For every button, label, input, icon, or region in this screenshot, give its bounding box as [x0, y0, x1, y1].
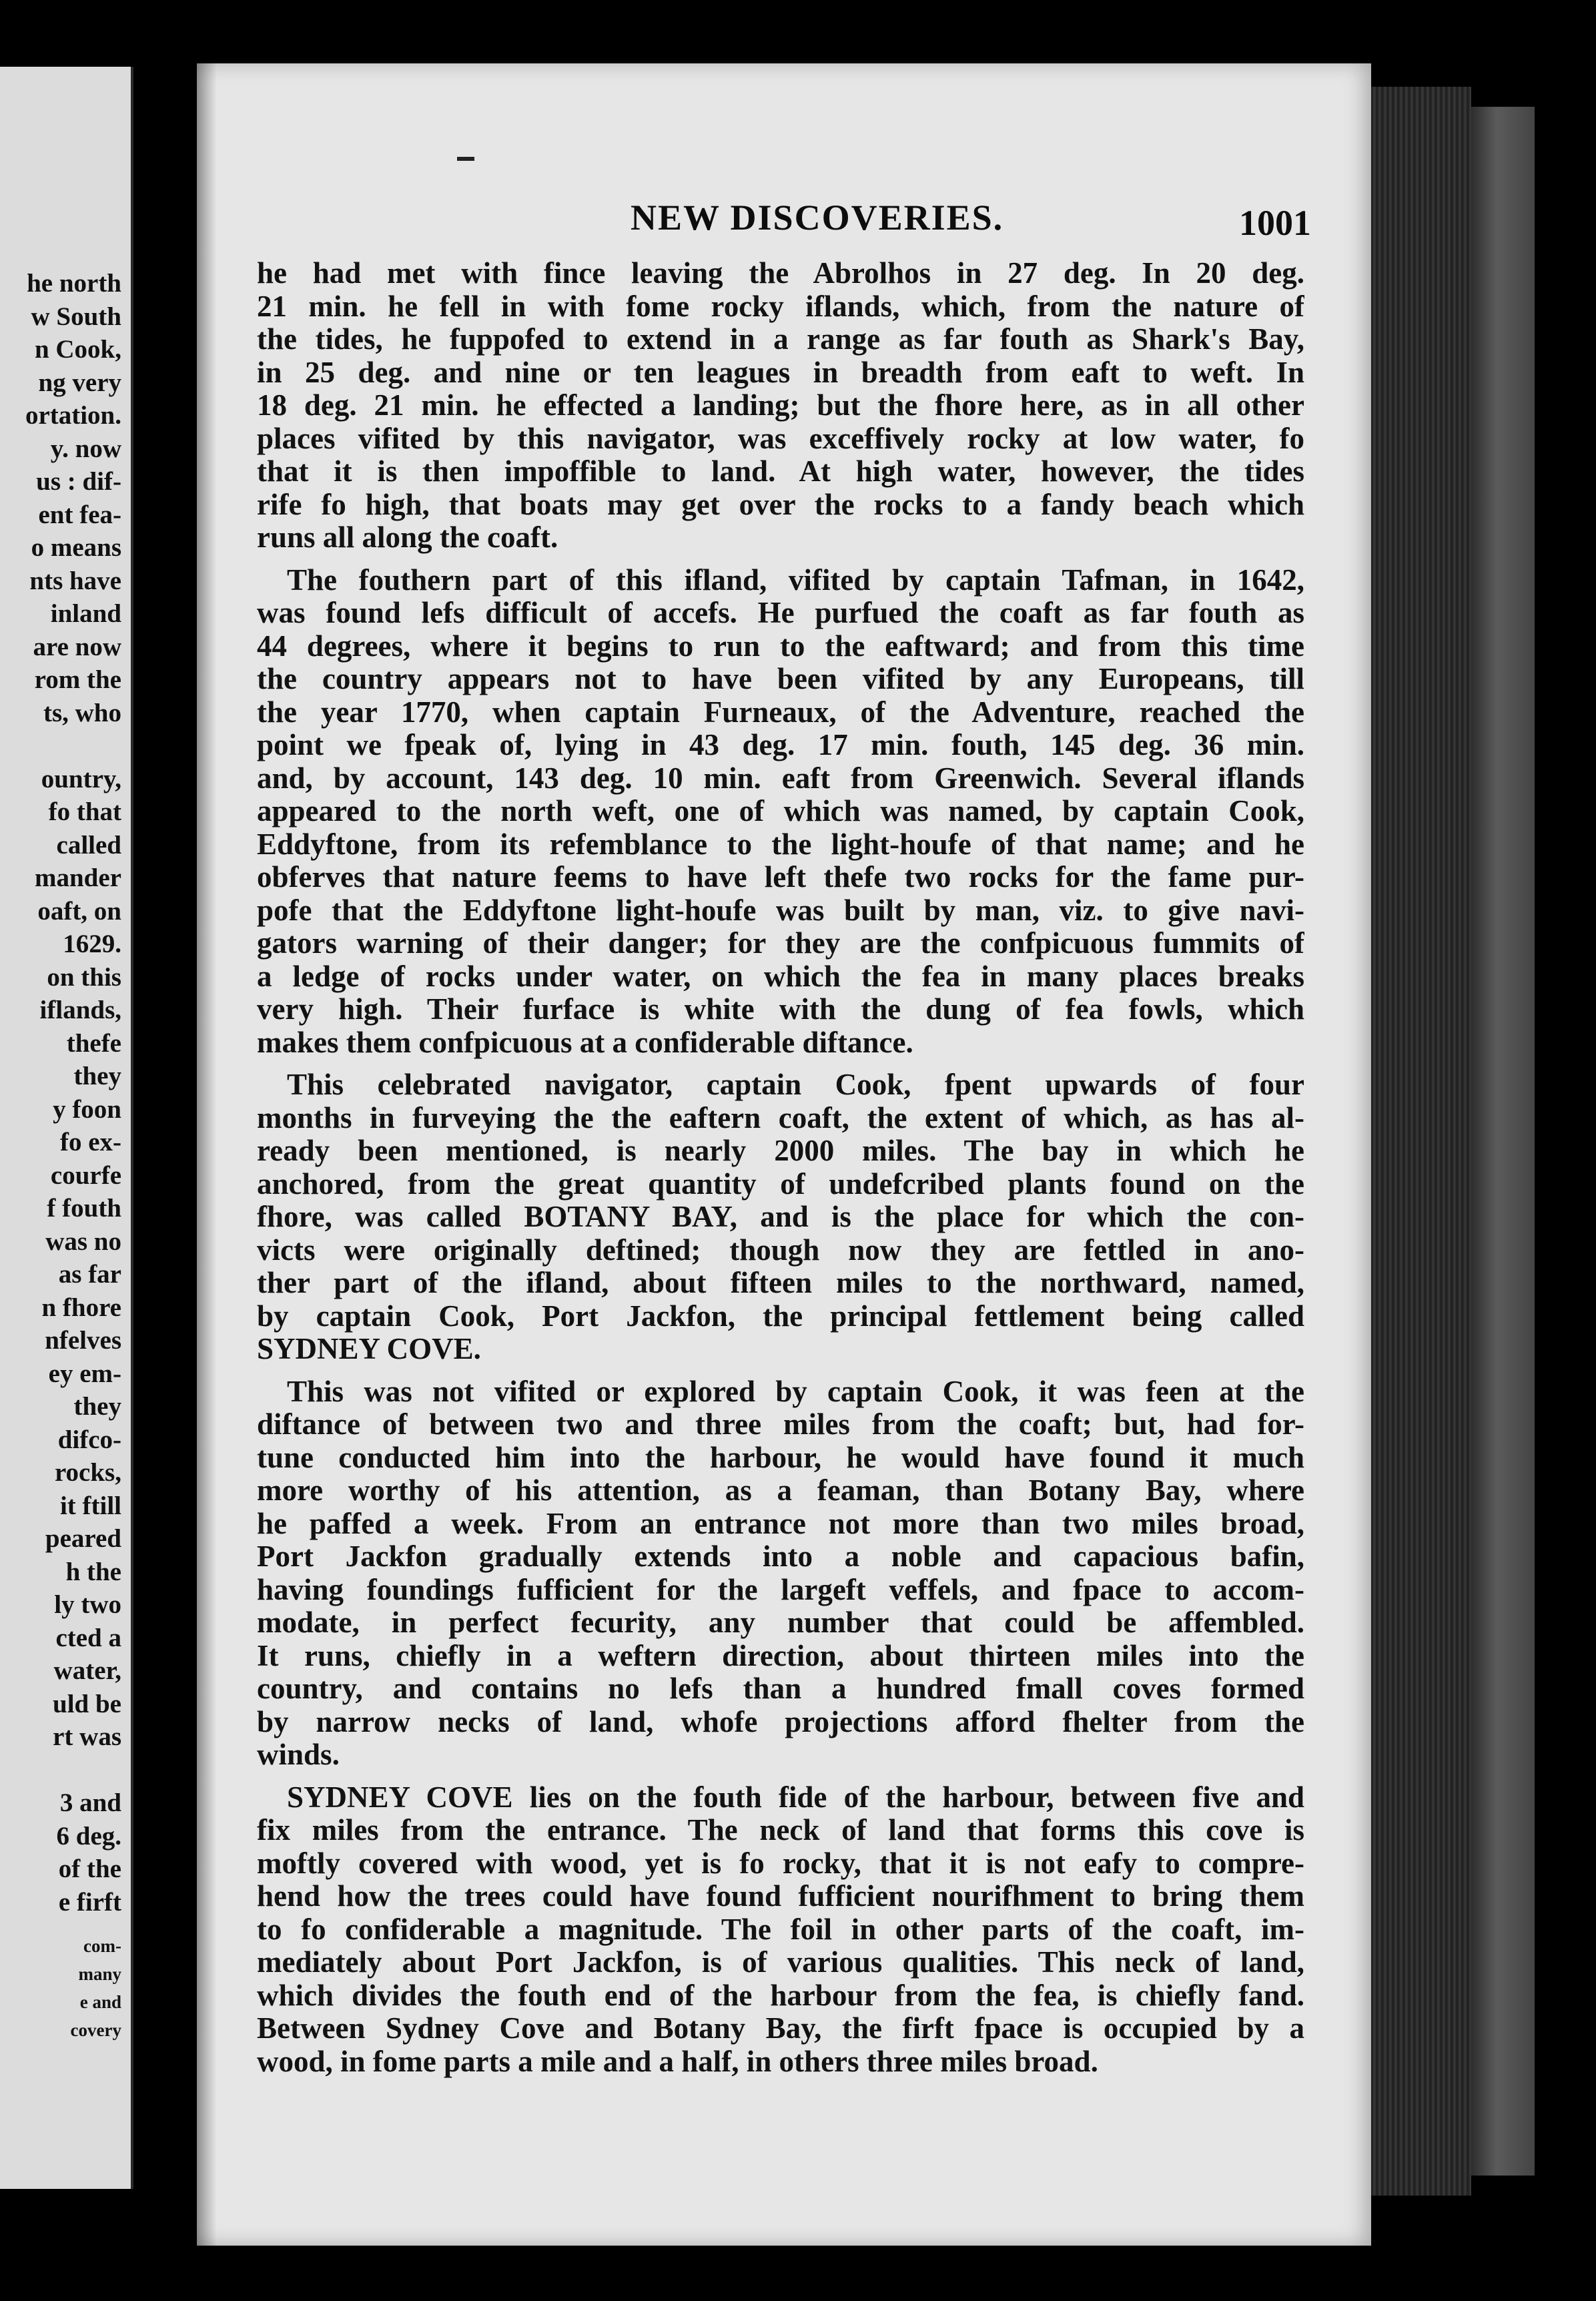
text-line: 18 deg. 21 min. he effected a landing; but the fhore here, as in all other — [257, 389, 1304, 422]
text-line: that it is then impoffible to land. At high water, however, the tides — [257, 455, 1304, 488]
text-line: which divides the fouth end of the harbour from the fea, is chiefly fand. — [257, 1979, 1304, 2012]
previous-page-line: it ftill — [59, 1491, 121, 1520]
previous-page-line: ortation. — [25, 401, 121, 430]
text-line: he paffed a week. From an entrance not more than two miles broad, — [257, 1507, 1304, 1540]
previous-page-line: nts have — [29, 566, 121, 595]
page-body — [257, 257, 1304, 2087]
text-line: The fouthern part of this ifland, vifited by captain Tafman, in 1642, — [287, 563, 1304, 597]
previous-page-footnote-line: many — [78, 1964, 121, 1984]
previous-page-footnote-line: com- — [83, 1936, 121, 1956]
text-line: appeared to the north weft, one of which was named, by captain Cook, — [257, 795, 1304, 828]
paragraph — [257, 1781, 1304, 2079]
previous-page-line: y foon — [53, 1094, 121, 1124]
previous-page-line: rocks, — [54, 1458, 121, 1487]
text-line: very high. Their furface is white with the dung of fea fowls, which — [257, 993, 1304, 1026]
running-head: NEW DISCOVERIES. — [631, 198, 1004, 238]
previous-page-line: w South — [31, 302, 121, 331]
previous-page-line: y. now — [50, 434, 121, 463]
paragraph — [257, 1068, 1304, 1366]
text-line: fix miles from the entrance. The neck of land that forms this cove is — [257, 1814, 1304, 1847]
text-line: winds. — [257, 1738, 340, 1771]
text-line: runs all along the coaft. — [257, 521, 558, 554]
text-line: makes them confpicuous at a confiderable diftance. — [257, 1026, 913, 1059]
book-page-edges — [1361, 87, 1471, 2196]
text-line: 44 degrees, where it begins to run to the eaftward; and from this time — [257, 629, 1304, 663]
previous-page-line: they — [73, 1392, 121, 1421]
text-line: more worthy of his attention, as a feaman, than Botany Bay, where — [257, 1474, 1304, 1507]
previous-page-line: was no — [45, 1227, 121, 1256]
previous-page-line: are now — [33, 632, 121, 661]
text-line: months in furveying the the eaftern coaft, the extent of which, as has al- — [257, 1101, 1304, 1134]
text-line: ther part of the ifland, about fifteen miles to the northward, named, — [257, 1267, 1304, 1299]
text-line: obferves that nature feems to have left thefe two rocks for the fame pur- — [257, 861, 1304, 894]
text-line: in 25 deg. and nine or ten leagues in breadth from eaft to weft. In — [257, 356, 1304, 389]
text-line: ready been mentioned, is nearly 2000 miles. The bay in which he — [257, 1134, 1304, 1167]
text-line: a ledge of rocks under water, on which the fea in many places breaks — [257, 960, 1304, 993]
previous-page-footnote-line: covery — [70, 2020, 121, 2040]
previous-page-line: ng very — [38, 368, 121, 397]
previous-page-line: 3 and — [59, 1788, 121, 1817]
gutter-shadow — [197, 63, 217, 2246]
previous-page-line: peared — [45, 1524, 121, 1553]
text-line: Port Jackfon gradually extends into a noble and capacious bafin, — [257, 1540, 1304, 1573]
text-line: anchored, from the great quantity of undefcribed plants found on the — [257, 1167, 1304, 1201]
previous-page-line: ey em- — [48, 1359, 121, 1388]
previous-page-line: inland — [50, 599, 121, 628]
previous-page-line: he north — [27, 269, 121, 298]
previous-page-line: ent fea- — [38, 500, 121, 529]
text-line: wood, in fome parts a mile and a half, in others three miles broad. — [257, 2045, 1098, 2078]
previous-page-line: called — [56, 830, 121, 860]
paragraph — [257, 564, 1304, 1060]
text-line: It runs, chiefly in a weftern direction, about thirteen miles into the — [257, 1639, 1304, 1672]
previous-page-line: ountry, — [41, 764, 121, 793]
previous-page-line: fo that — [48, 797, 121, 826]
previous-page-line: us : dif- — [36, 467, 121, 496]
paragraph — [257, 1375, 1304, 1772]
text-line: the year 1770, when captain Furneaux, of the Adventure, reached the — [257, 695, 1304, 729]
text-line: was found lefs difficult of accefs. He purfued the coaft as far fouth as — [257, 597, 1304, 629]
text-line: country, and contains no lefs than a hundred fmall coves formed — [257, 1672, 1304, 1705]
previous-page-line: fo ex- — [59, 1128, 121, 1157]
text-line: modate, in perfect fecurity, any number that could be affembled. — [257, 1606, 1304, 1639]
previous-page-line: difco- — [57, 1425, 121, 1454]
text-line: having foundings fufficient for the largeft veffels, and fpace to accom- — [257, 1573, 1304, 1606]
previous-page-line: n fhore — [41, 1293, 121, 1322]
text-line: by narrow necks of land, whofe projections afford fhelter from the — [257, 1705, 1304, 1738]
text-line: point we fpeak of, lying in 43 deg. 17 min. fouth, 145 deg. 36 min. — [257, 729, 1304, 761]
previous-page-line: water, — [53, 1656, 121, 1685]
text-line: hend how the trees could have found fufficient nourifhment to bring them — [257, 1880, 1304, 1913]
printer-mark — [457, 157, 474, 161]
text-line: This was not vifited or explored by captain Cook, it was feen at the — [287, 1375, 1304, 1408]
previous-page-line: 6 deg. — [56, 1821, 121, 1851]
previous-page-line: on this — [47, 962, 121, 992]
previous-page-line: h the — [65, 1557, 121, 1586]
previous-page-line: thefe — [66, 1028, 121, 1058]
book-page — [197, 63, 1371, 2246]
text-line: and, by account, 143 deg. 10 min. eaft from Greenwich. Several iflands — [257, 761, 1304, 795]
text-line: places vifited by this navigator, was exceffively rocky at low water, fo — [257, 422, 1304, 455]
text-line: victs were originally deftined; though now they are fettled in ano- — [257, 1233, 1304, 1267]
text-line: fhore, was called BOTANY BAY, and is the place for which the con- — [257, 1201, 1304, 1233]
page-number: 1001 — [1239, 203, 1311, 243]
previous-page-line: oaft, on — [37, 896, 121, 926]
previous-page-line: cted a — [55, 1623, 121, 1652]
previous-page-line: f fouth — [47, 1194, 121, 1223]
previous-page-line: mander — [35, 864, 121, 892]
page-edge-divider — [131, 67, 133, 2189]
previous-page-line: iflands, — [39, 996, 121, 1024]
text-line: diftance of between two and three miles from the coaft; but, had for- — [257, 1408, 1304, 1441]
previous-page-line: rom the — [34, 665, 121, 694]
text-line: to fo confiderable a magnitude. The foil in other parts of the coaft, im- — [257, 1913, 1304, 1946]
text-line: SYDNEY COVE lies on the fouth fide of the harbour, between five and — [287, 1780, 1304, 1814]
text-line: pofe that the Eddyftone light-houfe was built by man, viz. to give navi- — [257, 894, 1304, 927]
text-line: the tides, he fuppofed to extend in a range as far fouth as Shark's Bay, — [257, 323, 1304, 356]
previous-page-line: nfelves — [45, 1326, 121, 1355]
text-line: the country appears not to have been vifited by any Europeans, till — [257, 663, 1304, 695]
previous-page-line: e firft — [58, 1887, 121, 1917]
previous-page-line: as far — [58, 1260, 121, 1289]
text-line: rife fo high, that boats may get over the rocks to a fandy beach which — [257, 488, 1304, 521]
text-line: he had met with fince leaving the Abrolhos in 27 deg. In 20 deg. — [257, 257, 1304, 290]
book-cover-edge — [1471, 107, 1535, 2176]
text-line: Between Sydney Cove and Botany Bay, the firft fpace is occupied by a — [257, 2012, 1304, 2045]
previous-page-line: uld be — [53, 1689, 121, 1718]
previous-page-fragment — [0, 67, 133, 2189]
text-line: gators warning of their danger; for they are the confpicuous fummits of — [257, 927, 1304, 960]
page-header — [257, 197, 1311, 250]
text-line: 21 min. he fell in with fome rocky iflands, which, from the nature of — [257, 290, 1304, 323]
previous-page-line: they — [73, 1062, 121, 1090]
text-line: SYDNEY COVE. — [257, 1333, 481, 1365]
previous-page-line: ts, who — [43, 698, 121, 727]
previous-page-line: n Cook, — [34, 335, 121, 364]
previous-page-line: ly two — [54, 1590, 121, 1619]
previous-page-line: rt was — [53, 1722, 121, 1751]
previous-page-line: o means — [31, 533, 121, 562]
previous-page-line: 1629. — [63, 930, 121, 958]
text-line: mediately about Port Jackfon, is of various qualities. This neck of land, — [257, 1946, 1304, 1979]
text-line: This celebrated navigator, captain Cook, fpent upwards of four — [287, 1068, 1304, 1101]
text-line: tune conducted him into the harbour, he would have found it much — [257, 1441, 1304, 1474]
text-line: Eddyftone, from its refemblance to the light-houfe of that name; and he — [257, 828, 1304, 861]
previous-page-line: courfe — [50, 1161, 121, 1190]
previous-page-footnote-line: e and — [79, 1992, 121, 2012]
previous-page-line: of the — [58, 1855, 121, 1883]
text-line: moftly covered with wood, yet is fo rocky, that it is not eafy to compre- — [257, 1847, 1304, 1880]
text-line: by captain Cook, Port Jackfon, the principal fettlement being called — [257, 1299, 1304, 1333]
paragraph — [257, 257, 1304, 555]
